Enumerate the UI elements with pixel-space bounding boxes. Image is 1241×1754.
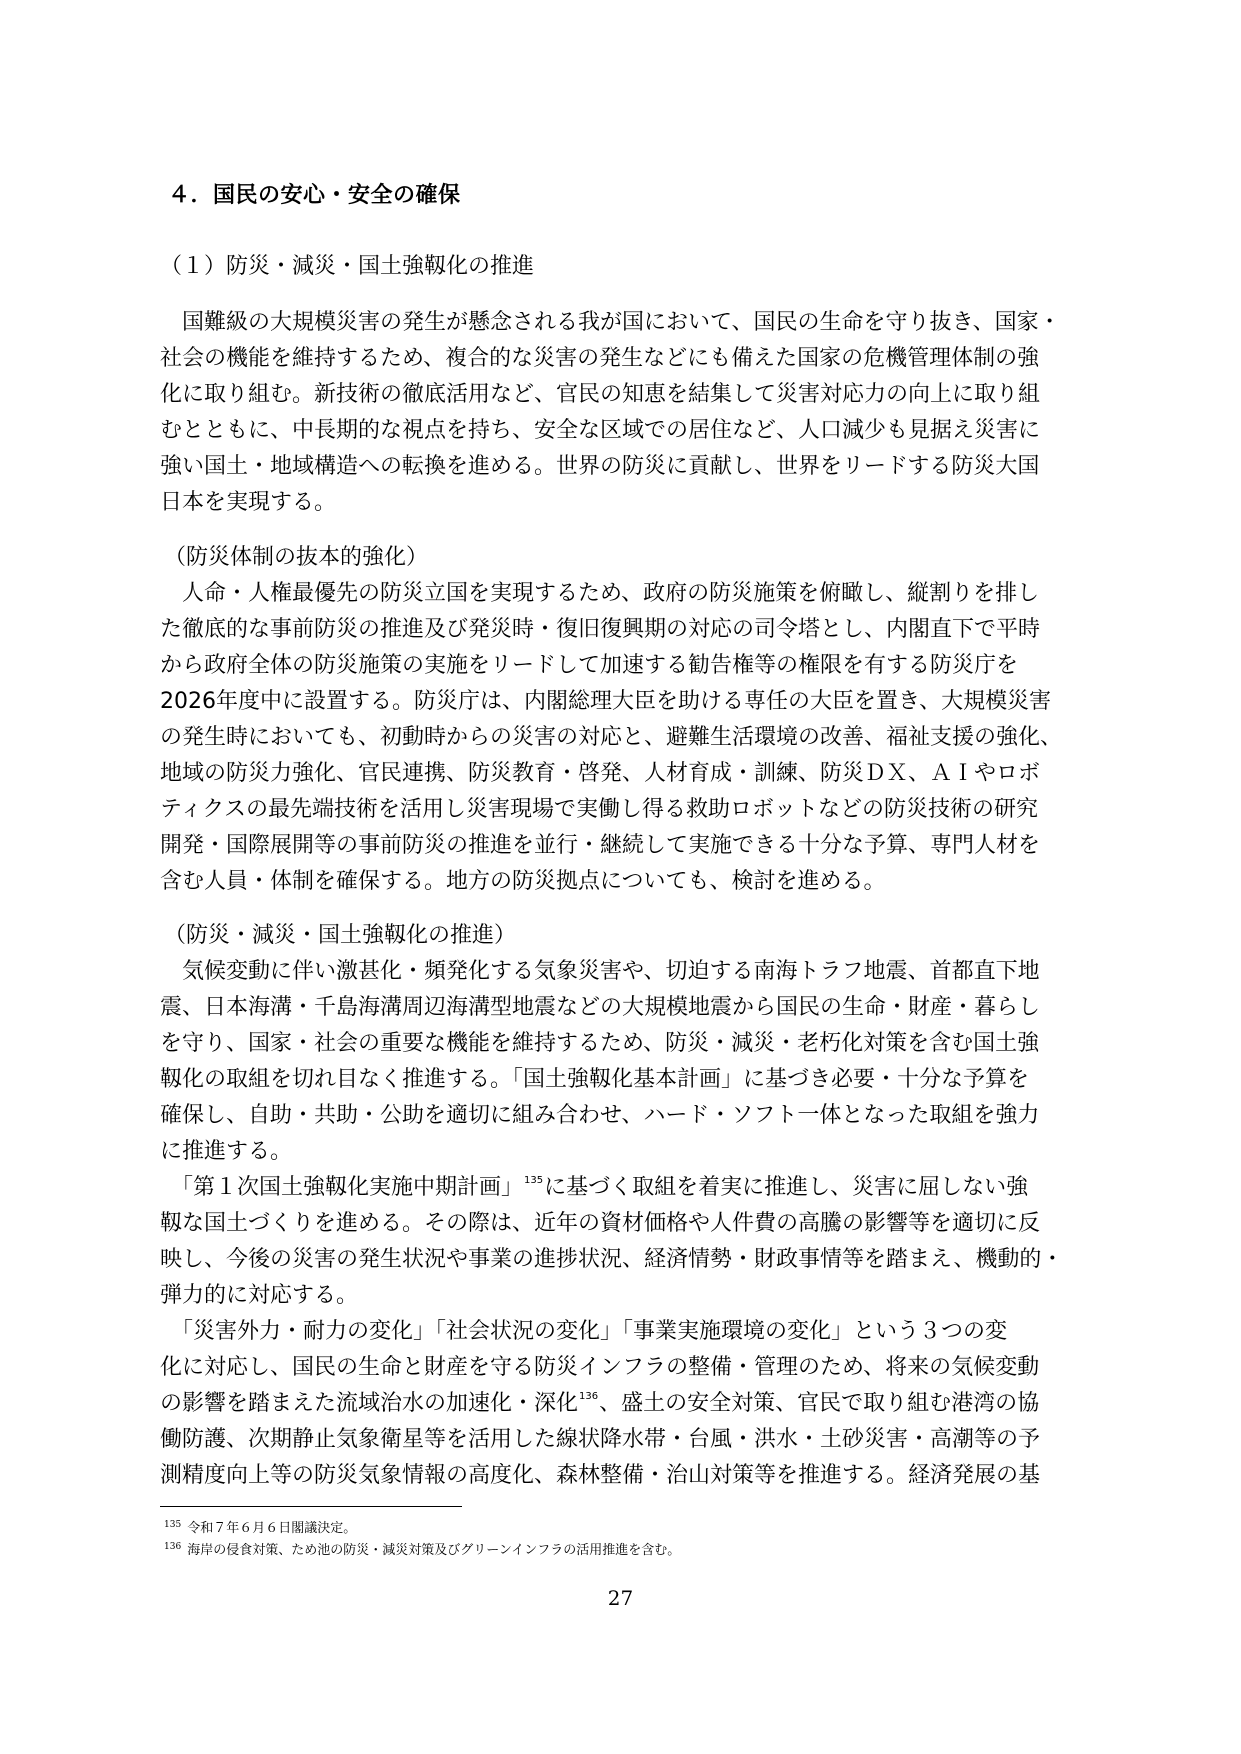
text-line: 人命・人権最優先の防災立国を実現するため、政府の防災施策を俯瞰し、縦割りを排し bbox=[160, 581, 1040, 606]
footnote-divider bbox=[160, 1506, 462, 1507]
text-segment: の影響を踏まえた流域治水の加速化・深化 bbox=[160, 1391, 579, 1416]
subsection-heading: （１）防災・減災・国土強靱化の推進 bbox=[160, 254, 535, 279]
text-line: むとともに、中長期的な視点を持ち、安全な区域での居住など、人口減少も見据え災害に bbox=[160, 418, 1041, 443]
text-segment: に基づく取組を着実に推進し、災害に屈しない強 bbox=[544, 1175, 1029, 1200]
section-label: （防災・減災・国土強靱化の推進） bbox=[164, 923, 517, 948]
text-line: 化に取り組む。新技術の徹底活用など、官民の知恵を結集して災害対応力の向上に取り組 bbox=[160, 382, 1041, 407]
text-line: 測精度向上等の防災気象情報の高度化、森林整備・治山対策等を推進する。経済発展の基 bbox=[160, 1463, 1041, 1488]
text-line: 含む人員・体制を確保する。地方の防災拠点についても、検討を進める。 bbox=[160, 869, 886, 894]
footnote-reference: 135 bbox=[524, 1175, 544, 1186]
text-line: 弾力的に対応する。 bbox=[160, 1283, 359, 1308]
intro-paragraph bbox=[160, 305, 1080, 521]
text-line: 2026年度中に設置する。防災庁は、内閣総理大臣を助ける専任の大臣を置き、大規模災害 bbox=[160, 689, 1052, 714]
footnote-reference: 136 bbox=[579, 1391, 599, 1402]
text-line bbox=[160, 1386, 1080, 1422]
text-line: 映し、今後の災害の発生状況や事業の進捗状況、経済情勢・財政事情等を踏まえ、機動的・ bbox=[160, 1247, 1064, 1272]
text-segment: 「第１次国土強靱化実施中期計画」 bbox=[160, 1175, 524, 1200]
text-line: ティクスの最先端技術を活用し災害現場で実働し得る救助ロボットなどの防災技術の研究 bbox=[160, 797, 1039, 822]
text-line: 靱化の取組を切れ目なく推進する。「国土強靱化基本計画」に基づき必要・十分な予算を bbox=[160, 1067, 1030, 1092]
resilience-section bbox=[160, 918, 1080, 1494]
disaster-system-section bbox=[160, 540, 1080, 900]
text-line: 確保し、自助・共助・公助を適切に組み合わせ、ハード・ソフト一体となった取組を強力 bbox=[160, 1103, 1040, 1128]
section-label: （防災体制の抜本的強化） bbox=[164, 545, 429, 570]
text-line: 社会の機能を維持するため、複合的な災害の発生などにも備えた国家の危機管理体制の強 bbox=[160, 346, 1040, 371]
footnote-number: 135 bbox=[164, 1520, 182, 1530]
text-line: 「災害外力・耐力の変化」「社会状況の変化」「事業実施環境の変化」という３つの変 bbox=[160, 1319, 1008, 1344]
text-line: 化に対応し、国民の生命と財産を守る防災インフラの整備・管理のため、将来の気候変動 bbox=[160, 1355, 1040, 1380]
text-line: 震、日本海溝・千島海溝周辺海溝型地震などの大規模地震から国民の生命・財産・暮らし bbox=[160, 995, 1041, 1020]
text-line bbox=[160, 1170, 1080, 1206]
text-line: 開発・国際展開等の事前防災の推進を並行・継続して実施できる十分な予算、専門人材を bbox=[160, 833, 1041, 858]
footnote bbox=[164, 1538, 680, 1560]
footnotes bbox=[164, 1516, 680, 1560]
page-number: 27 bbox=[607, 1586, 634, 1610]
footnote-number: 136 bbox=[164, 1542, 182, 1552]
footnote bbox=[164, 1516, 680, 1538]
text-line: 強い国土・地域構造への転換を進める。世界の防災に貢献し、世界をリードする防災大国 bbox=[160, 454, 1040, 479]
text-line: 気候変動に伴い激甚化・頻発化する気象災害や、切迫する南海トラフ地震、首都直下地 bbox=[160, 959, 1040, 984]
text-line: た徹底的な事前防災の推進及び発災時・復旧復興期の対応の司令塔とし、内閣直下で平時 bbox=[160, 617, 1041, 642]
text-line: 働防護、次期静止気象衛星等を活用した線状降水帯・台風・洪水・土砂災害・高潮等の予 bbox=[160, 1427, 1041, 1452]
footnote-text: 海岸の侵食対策、ため池の防災・減災対策及びグリーンインフラの活用推進を含む。 bbox=[187, 1543, 681, 1558]
footnote-text: 令和７年６月６日閣議決定。 bbox=[187, 1521, 357, 1536]
section-heading: ４．国民の安心・安全の確保 bbox=[168, 183, 461, 208]
text-line: 日本を実現する。 bbox=[160, 490, 337, 515]
text-line: を守り、国家・社会の重要な機能を維持するため、防災・減災・老朽化対策を含む国土強 bbox=[160, 1031, 1040, 1056]
text-line: 国難級の大規模災害の発生が懸念される我が国において、国民の生命を守り抜き、国家・ bbox=[160, 310, 1061, 335]
text-line: 地域の防災力強化、官民連携、防災教育・啓発、人材育成・訓練、防災ＤＸ、ＡＩやロボ bbox=[160, 761, 1041, 786]
text-segment: 、盛土の安全対策、官民で取り組む港湾の協 bbox=[599, 1391, 1040, 1416]
text-line: から政府全体の防災施策の実施をリードして加速する勧告権等の権限を有する防災庁を bbox=[160, 653, 1019, 678]
text-line: の発生時においても、初動時からの災害の対応と、避難生活環境の改善、福祉支援の強化、 bbox=[160, 725, 1063, 750]
text-line: に推進する。 bbox=[160, 1139, 293, 1164]
text-line: 靱な国土づくりを進める。その際は、近年の資材価格や人件費の高騰の影響等を適切に反 bbox=[160, 1211, 1041, 1236]
